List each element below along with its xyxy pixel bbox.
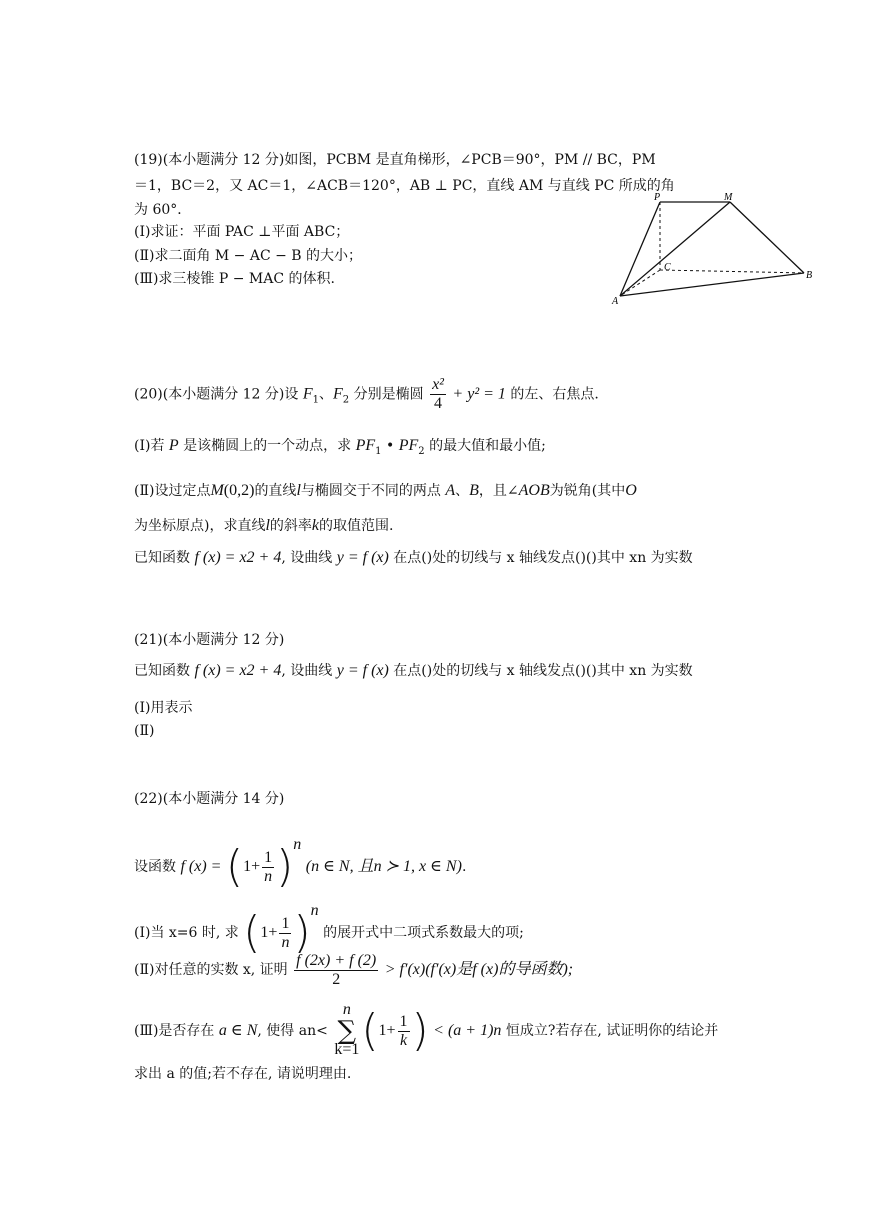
- q19-line-2: ＝1，BC＝2，又 AC＝1，∠ACB＝120°，AB ⊥ PC，直线 AM 与直线 PC 所成的角: [134, 178, 675, 194]
- label-C: C: [664, 262, 671, 273]
- q20-intro: (20)(本小题满分 12 分)设 $F_1$、$F_2$ 分别是椭圆 $\frac{\text{x²}}{4}$ + y² = 1 的左、右焦点.: [134, 376, 599, 412]
- q19-part-1: (Ⅰ)求证：平面 PAC ⊥平面 ABC；: [134, 224, 350, 240]
- q19-part-3: (Ⅲ)求三棱锥 P − MAC 的体积.: [134, 271, 335, 287]
- q19-line-1: (19)(本小题满分 12 分)如图，PCBM 是直角梯形，∠PCB＝90°，PM // BC，PM: [134, 152, 656, 168]
- label-M: M: [724, 192, 733, 203]
- q21-header: (21)(本小题满分 12 分): [134, 632, 285, 648]
- summation: n ∑ k=1: [334, 1001, 360, 1058]
- q20-part-2: (Ⅱ)设过定点M(0,2)的直线l与椭圆交于不同的两点 A、B，且∠AOB为锐角(其中O: [134, 482, 637, 499]
- label-P: P: [654, 192, 661, 203]
- q19-line-3: 为 60°．: [134, 202, 192, 218]
- q22-definition: 设函数 f (x) = (1+ $\frac{1}{n}$ )$^n$ (n ∈ N, 且n ≻ 1, x ∈ N).: [134, 836, 467, 892]
- q19-part-2: (Ⅱ)求二面角 M − AC − B 的大小；: [134, 248, 363, 264]
- ellipse-fraction: $\frac{\text{x²}}{4}$: [432, 376, 444, 412]
- label-A: A: [612, 296, 619, 307]
- q22-part-3: (Ⅲ)是否存在 a ∈ N, 使得 an< n ∑ k=1(1+ $\frac{1}{k}$ ) < (a + 1)n 恒成立?若存在, 试证明你的结论并: [134, 1001, 719, 1058]
- q20-part-1: (Ⅰ)若 P 是该椭圆上的一个动点，求 $PF_1$ • $PF_2$ 的最大值和最小值;: [134, 437, 546, 457]
- q21-part-1: (Ⅰ)用表示: [134, 700, 193, 716]
- q22-part-2: (Ⅱ)对任意的实数 x, 证明 $\frac{f (2x) + f (2)}{2}$ > f′(x)(f′(x)是f (x)的导函数);: [134, 951, 574, 988]
- q21-part-2: (Ⅱ): [134, 723, 155, 739]
- q22-part-3-line-2: 求出 a 的值;若不存在, 请说明理由.: [134, 1066, 352, 1082]
- q22-part-1: (Ⅰ)当 x=6 时, 求 (1+ $\frac{1}{n}$ )$^n$ 的展开式中二项式系数最大的项;: [134, 902, 524, 958]
- q21-line: 已知函数 f (x) = x2 + 4, 设曲线 y = f (x) 在点()处的切线与 x 轴线发点()()其中 xn 为实数: [134, 662, 693, 679]
- q20-extra-line: 已知函数 f (x) = x2 + 4, 设曲线 y = f (x) 在点()处的切线与 x 轴线发点()()其中 xn 为实数: [134, 549, 693, 566]
- q22-header: (22)(本小题满分 14 分): [134, 791, 285, 807]
- q20-part-2-line-2: 为坐标原点)，求直线l的斜率k的取值范围.: [134, 517, 394, 534]
- trapezoid-figure: [606, 190, 820, 308]
- label-B: B: [806, 270, 813, 281]
